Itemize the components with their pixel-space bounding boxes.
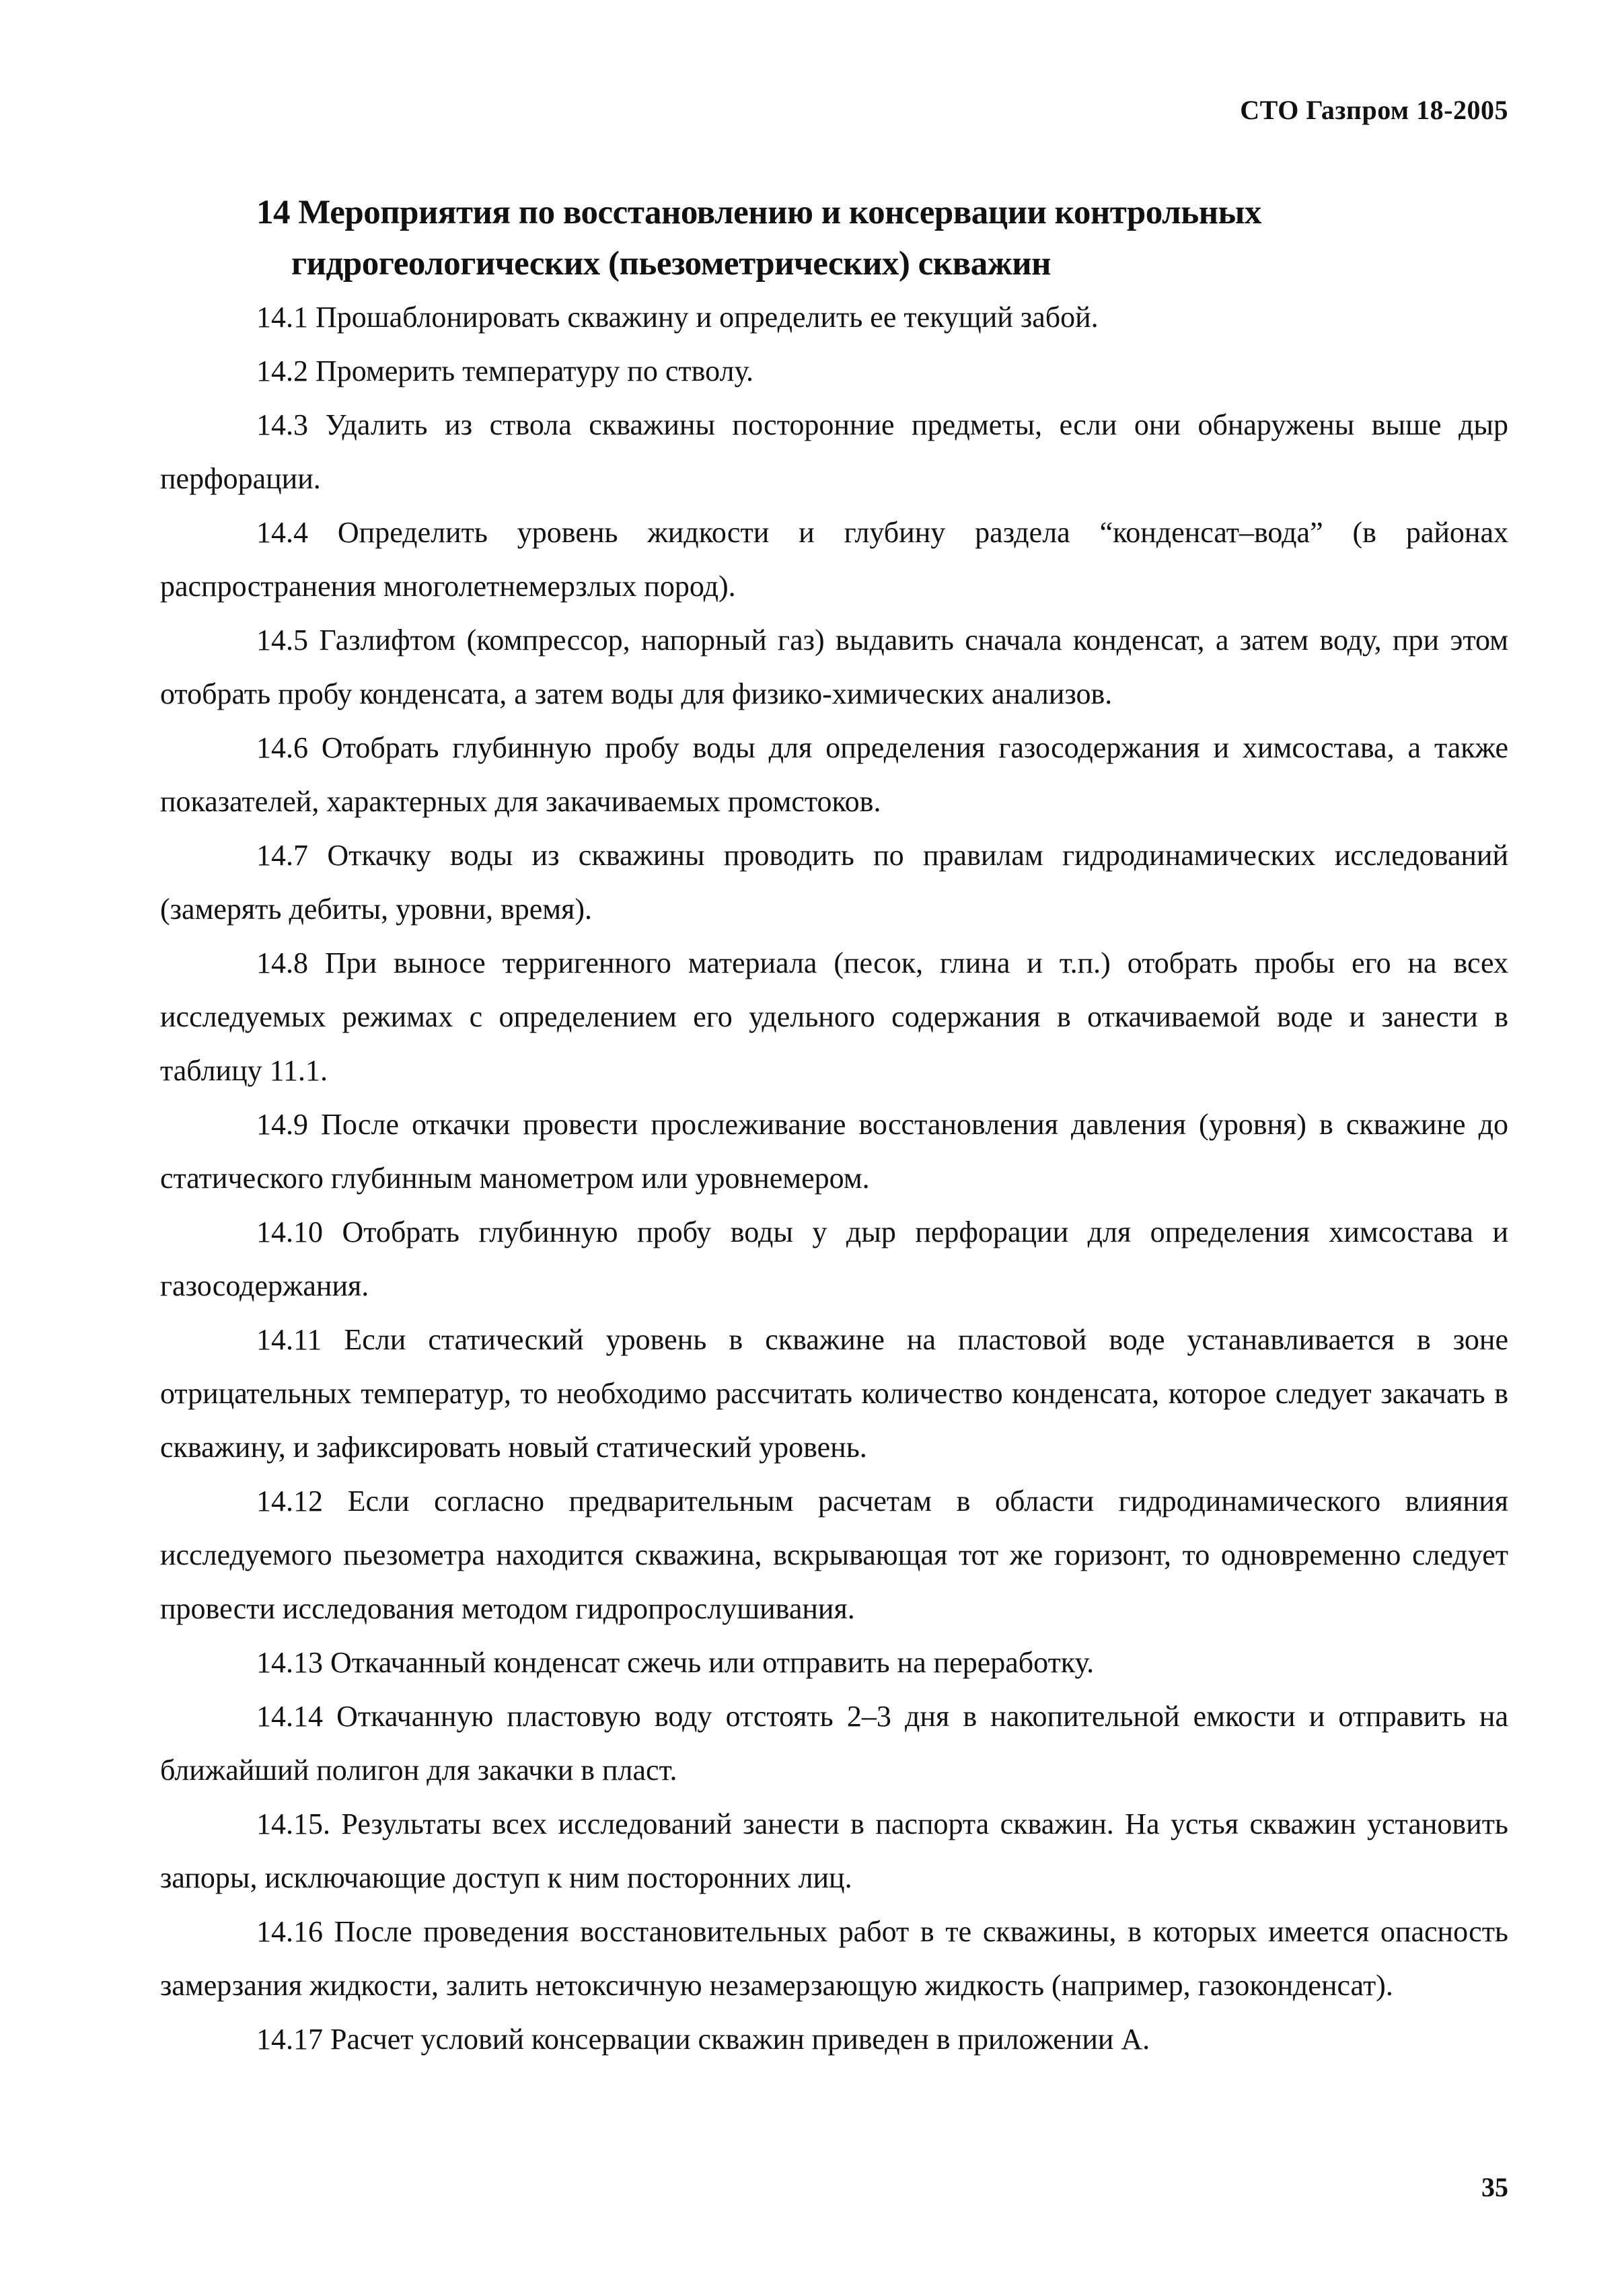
document-header: СТО Газпром 18-2005 xyxy=(1240,95,1508,125)
section-body xyxy=(160,291,1508,2066)
paragraph-14-14: 14.14 Откачанную пластовую воду отстоять 2–3 дня в накопительной емкости и отправить на ближайший полигон для закачки в пласт. xyxy=(160,1700,1508,1787)
paragraph-14-9: 14.9 После откачки провести прослеживание восстановления давления (уровня) в скважине до статического глубинным манометром или уровнемером. xyxy=(160,1108,1508,1195)
paragraph-14-3: 14.3 Удалить из ствола скважины посторонние предметы, если они обнаружены выше дыр перфорации. xyxy=(160,408,1508,495)
paragraph-14-6: 14.6 Отобрать глубинную пробу воды для определения газосодержания и химсостава, а также показателей, характерных для закачиваемых промстоков. xyxy=(160,731,1508,818)
paragraph-14-17: 14.17 Расчет условий консервации скважин приведен в приложении А. xyxy=(256,2023,1150,2056)
paragraph-14-10: 14.10 Отобрать глубинную пробу воды у дыр перфорации для определения химсостава и газосодержания. xyxy=(160,1216,1508,1302)
paragraph-14-8: 14.8 При выносе терригенного материала (песок, глина и т.п.) отобрать пробы его на всех исследуемых режимах с определением его удельного содержания в откачиваемой воде и занести в таблицу 11.1. xyxy=(160,946,1508,1087)
section-heading-line-2: гидрогеологических (пьезометрических) скважин xyxy=(291,245,1051,283)
page-number: 35 xyxy=(1481,2172,1508,2202)
paragraph-14-5: 14.5 Газлифтом (компрессор, напорный газ) выдавить сначала конденсат, а затем воду, при этом отобрать пробу конденсата, а затем воды для физико-химических анализов. xyxy=(160,624,1508,710)
paragraph-14-4: 14.4 Определить уровень жидкости и глубину раздела “конденсат–вода” (в районах распространения многолетнемерзлых пород). xyxy=(160,516,1508,603)
section-heading-line-1: 14 Мероприятия по восстановлению и консервации контрольных xyxy=(256,194,1261,231)
paragraph-14-11: 14.11 Если статический уровень в скважине на пластовой воде устанавливается в зоне отрицательных температур, то необходимо рассчитать количество конденсата, которое следует закачать в скважину, и зафиксировать новый статический уровень. xyxy=(160,1323,1508,1464)
paragraph-14-16: 14.16 После проведения восстановительных работ в те скважины, в которых имеется опасность замерзания жидкости, залить нетоксичную незамерзающую жидкость (например, газоконденсат). xyxy=(160,1915,1508,2002)
section-heading xyxy=(256,187,1467,289)
paragraph-14-1: 14.1 Прошаблонировать скважину и определить ее текущий забой. xyxy=(256,301,1099,334)
paragraph-14-15: 14.15. Результаты всех исследований занести в паспорта скважин. На устья скважин установить запоры, исключающие доступ к ним посторонних лиц. xyxy=(160,1807,1508,1894)
paragraph-14-7: 14.7 Откачку воды из скважины проводить по правилам гидродинамических исследований (замерять дебиты, уровни, время). xyxy=(160,839,1508,926)
paragraph-14-13: 14.13 Откачанный конденсат сжечь или отправить на переработку. xyxy=(256,1646,1095,1679)
paragraph-14-12: 14.12 Если согласно предварительным расчетам в области гидродинамического влияния исследуемого пьезометра находится скважина, вскрывающая тот же горизонт, то одновременно следует провести исследования методом гидропрослушивания. xyxy=(160,1485,1508,1625)
paragraph-14-2: 14.2 Промерить температуру по стволу. xyxy=(256,354,754,387)
